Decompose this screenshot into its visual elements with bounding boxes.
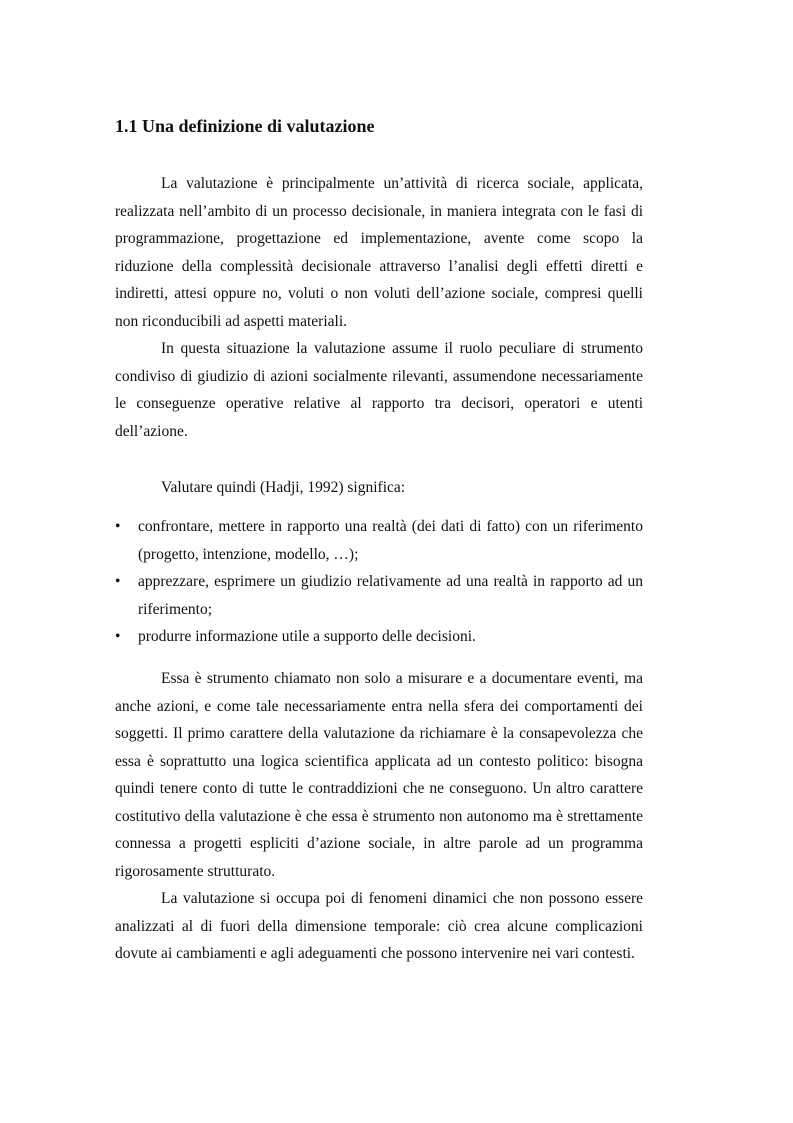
bullet-icon: •: [115, 518, 121, 535]
bullet-icon: •: [115, 628, 121, 645]
list-item-text: apprezzare, esprimere un giudizio relativamente ad una realtà in rapporto ad un riferimento;: [138, 573, 643, 618]
list-item-text: confrontare, mettere in rapporto una realtà (dei dati di fatto) con un riferimento (progetto, intenzione, modello, …);: [138, 518, 643, 563]
paragraph-definition: La valutazione è principalmente un’attività di ricerca sociale, applicata, realizzata nell’ambito di un processo decisionale, in maniera integrata con le fasi di programmazione, progettazione ed implementazione, avente come scopo la riduzione della complessità decisionale attraverso l’analisi degli effetti diretti e indiretti, attesi oppure no, voluti o non voluti dell’azione sociale, compresi quelli non riconducibili ad aspetti materiali.: [115, 175, 643, 330]
bullet-icon: •: [115, 573, 121, 590]
list-item: [115, 568, 643, 623]
list-item-text: produrre informazione utile a supporto delle decisioni.: [138, 628, 476, 645]
section-heading: 1.1 Una definizione di valutazione: [115, 116, 375, 136]
bullet-list: [115, 513, 643, 651]
paragraph-fenomeni-dinamici: La valutazione si occupa poi di fenomeni dinamici che non possono essere analizzati al di fuori della dimensione temporale: ciò crea alcune complicazioni dovute ai cambiamenti e agli adeguamenti che possono intervenire nei vari contesti.: [115, 890, 643, 962]
paragraph-valutare-intro: Valutare quindi (Hadji, 1992) significa:: [161, 479, 406, 496]
list-item: [115, 513, 643, 568]
paragraph-strumento: Essa è strumento chiamato non solo a misurare e a documentare eventi, ma anche azioni, e come tale necessariamente entra nella sfera dei comportamenti dei soggetti. Il primo carattere della valutazione da richiamare è la consapevolezza che essa è soprattutto una logica scientifica applicata ad un contesto politico: bisogna quindi tenere conto di tutte le contraddizioni che ne conseguono. Un altro carattere costitutivo della valutazione è che essa è strumento non autonomo ma è strettamente connessa a progetti espliciti d’azione sociale, in altre parole ad un programma rigorosamente strutturato.: [115, 670, 643, 880]
paragraph-situation: In questa situazione la valutazione assume il ruolo peculiare di strumento condiviso di giudizio di azioni socialmente rilevanti, assumendone necessariamente le conseguenze operative relative al rapporto tra decisori, operatori e utenti dell’azione.: [115, 340, 643, 440]
list-item: [115, 623, 643, 651]
